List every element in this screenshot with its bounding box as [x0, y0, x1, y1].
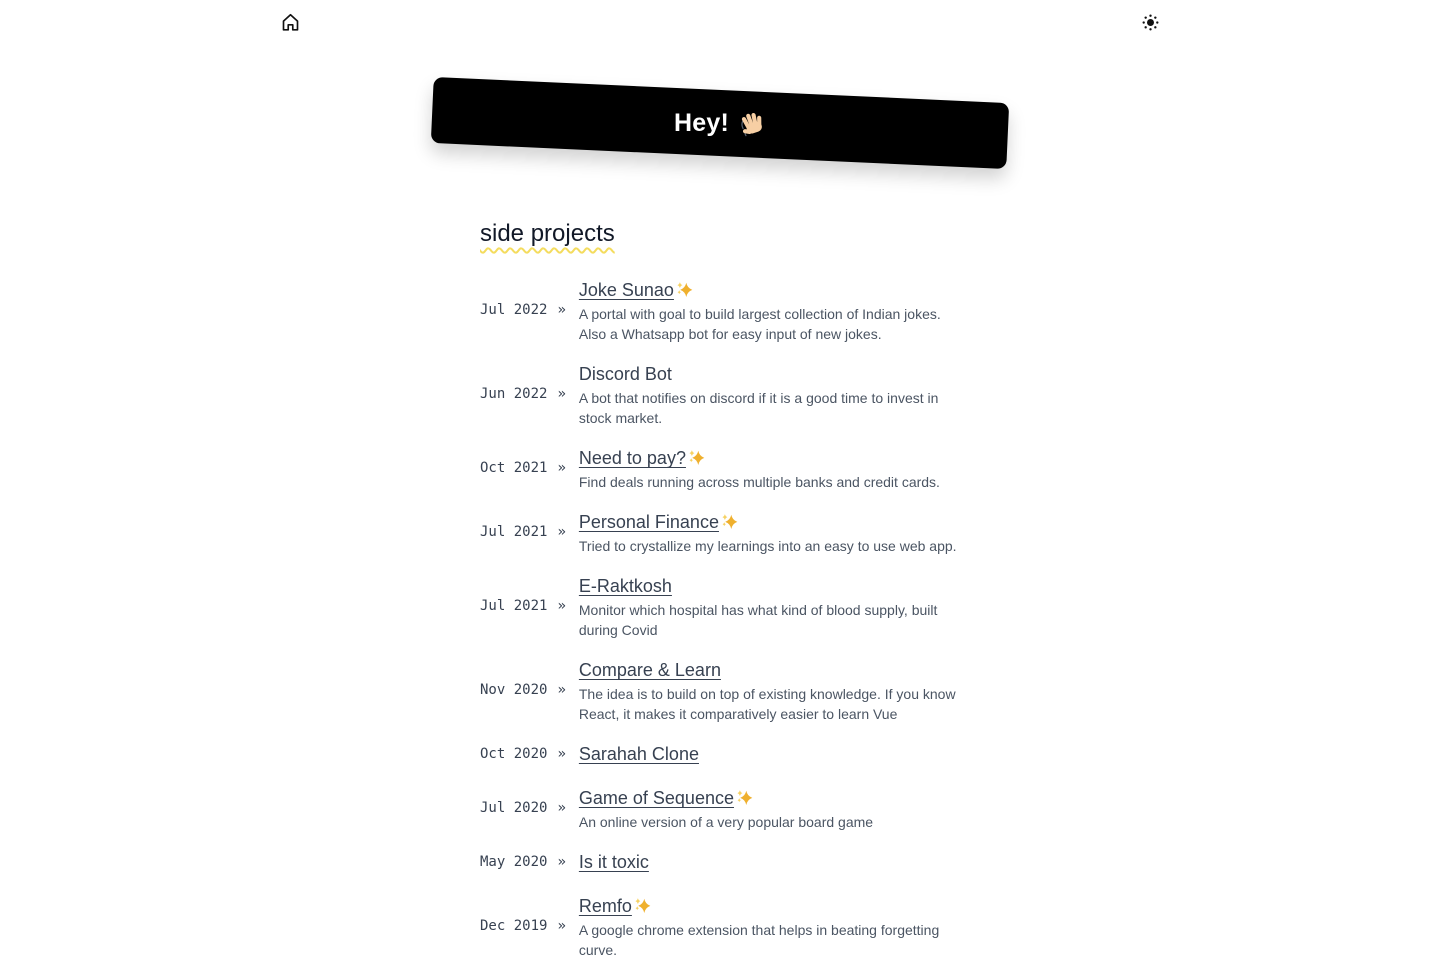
hero-banner: [431, 77, 1009, 169]
project-separator: »: [557, 746, 566, 762]
project-row: [480, 360, 960, 428]
project-title-link[interactable]: [579, 660, 721, 680]
project-description: Tried to crystallize my learnings into an easy to use web app.: [578, 538, 957, 554]
project-separator: »: [557, 302, 566, 318]
greeting-text: Hey!: [673, 108, 729, 137]
project-title-line: [579, 848, 960, 876]
project-separator: »: [557, 918, 566, 934]
sparkles-emoji: [736, 788, 753, 808]
project-separator: »: [557, 460, 566, 476]
project-row: [480, 892, 960, 960]
project-title-line: [579, 444, 960, 472]
project-date: Jul 2022: [480, 302, 548, 318]
project-row: [480, 848, 960, 876]
project-row: [480, 508, 960, 556]
project-separator: »: [557, 800, 566, 816]
project-title-text: Is it toxic: [578, 852, 649, 872]
project-date-column: [480, 302, 579, 318]
project-title-line: [579, 360, 960, 388]
main-content: [432, 218, 1008, 960]
project-title-text: E-Raktkosh: [578, 576, 672, 596]
project-title-line: [579, 508, 960, 536]
project-date: Oct 2021: [480, 460, 548, 476]
sun-icon: [1141, 13, 1160, 32]
project-content: [579, 848, 960, 876]
project-title-text: Personal Finance: [578, 512, 719, 532]
project-date: May 2020: [480, 854, 548, 870]
project-content: [579, 444, 960, 492]
project-title-link[interactable]: [579, 512, 738, 532]
project-date-column: [480, 460, 579, 476]
sparkles-emoji: [634, 896, 651, 916]
project-description: A google chrome extension that helps in beating forgetting curve.: [578, 922, 940, 958]
project-title-link[interactable]: [579, 448, 705, 468]
project-title-link[interactable]: [579, 788, 753, 808]
hero-greeting: [674, 109, 767, 138]
project-title-text: Game of Sequence: [578, 788, 734, 808]
project-date-column: [480, 918, 579, 934]
project-title-text: Sarahah Clone: [578, 744, 699, 764]
project-title-link[interactable]: [579, 280, 693, 300]
hero-banner-wrap: [432, 90, 1008, 156]
project-title-text: Remfo: [578, 896, 632, 916]
project-row: [480, 572, 960, 640]
project-date-column: [480, 386, 579, 402]
project-date: Jul 2021: [480, 598, 548, 614]
project-title-line: [579, 572, 960, 600]
project-date: Nov 2020: [480, 682, 548, 698]
project-title-link[interactable]: [579, 576, 672, 596]
project-content: [579, 572, 960, 640]
project-title-text: Discord Bot: [578, 364, 672, 384]
project-title-text: Need to pay?: [578, 448, 686, 468]
project-title-link[interactable]: [579, 852, 649, 872]
theme-toggle-button[interactable]: [1141, 13, 1160, 32]
project-date-column: [480, 854, 579, 870]
project-row: [480, 276, 960, 344]
project-title-link[interactable]: [579, 744, 699, 764]
project-title-line: [579, 784, 960, 812]
project-content: [579, 656, 960, 724]
project-content: [579, 784, 960, 832]
waving-hand-emoji: [738, 109, 767, 138]
project-row: [480, 740, 960, 768]
project-content: [579, 276, 960, 344]
home-link[interactable]: [280, 12, 301, 33]
project-title-line: [579, 276, 960, 304]
project-description: A portal with goal to build largest collection of Indian jokes. Also a Whatsapp bot for easy input of new jokes.: [578, 306, 941, 342]
projects-list: [480, 276, 960, 960]
project-date-column: [480, 746, 579, 762]
project-date: Jun 2022: [480, 386, 548, 402]
project-date: Oct 2020: [480, 746, 548, 762]
project-title-line: [579, 656, 960, 684]
top-navigation: [280, 0, 1160, 34]
project-separator: »: [557, 386, 566, 402]
project-separator: »: [557, 524, 566, 540]
section-title-text: side projects: [480, 220, 615, 247]
project-title: [579, 364, 672, 384]
project-date-column: [480, 682, 579, 698]
project-separator: »: [557, 854, 566, 870]
project-title-text: Compare & Learn: [578, 660, 721, 680]
project-description: Find deals running across multiple banks and credit cards.: [578, 474, 940, 490]
project-content: [579, 892, 960, 960]
project-description: An online version of a very popular board game: [578, 814, 874, 830]
project-separator: »: [557, 682, 566, 698]
project-row: [480, 784, 960, 832]
project-date: Jul 2021: [480, 524, 548, 540]
sparkles-emoji: [676, 280, 693, 300]
project-title-link[interactable]: [579, 896, 651, 916]
project-description: Monitor which hospital has what kind of blood supply, built during Covid: [578, 602, 938, 638]
project-date-column: [480, 524, 579, 540]
project-title-line: [579, 740, 960, 768]
section-title: [480, 218, 960, 250]
project-row: [480, 444, 960, 492]
project-date-column: [480, 800, 579, 816]
project-date: Dec 2019: [480, 918, 548, 934]
project-content: [579, 508, 960, 556]
project-row: [480, 656, 960, 724]
home-icon: [280, 12, 301, 33]
sparkles-emoji: [721, 512, 738, 532]
project-title-text: Joke Sunao: [578, 280, 674, 300]
project-separator: »: [557, 598, 566, 614]
project-date-column: [480, 598, 579, 614]
project-title-line: [579, 892, 960, 920]
project-content: [579, 740, 960, 768]
project-date: Jul 2020: [480, 800, 548, 816]
project-content: [579, 360, 960, 428]
project-description: The idea is to build on top of existing knowledge. If you know React, it makes it comparatively easier to learn Vue: [578, 686, 956, 722]
sparkles-emoji: [688, 448, 705, 468]
project-description: A bot that notifies on discord if it is a good time to invest in stock market.: [578, 390, 939, 426]
